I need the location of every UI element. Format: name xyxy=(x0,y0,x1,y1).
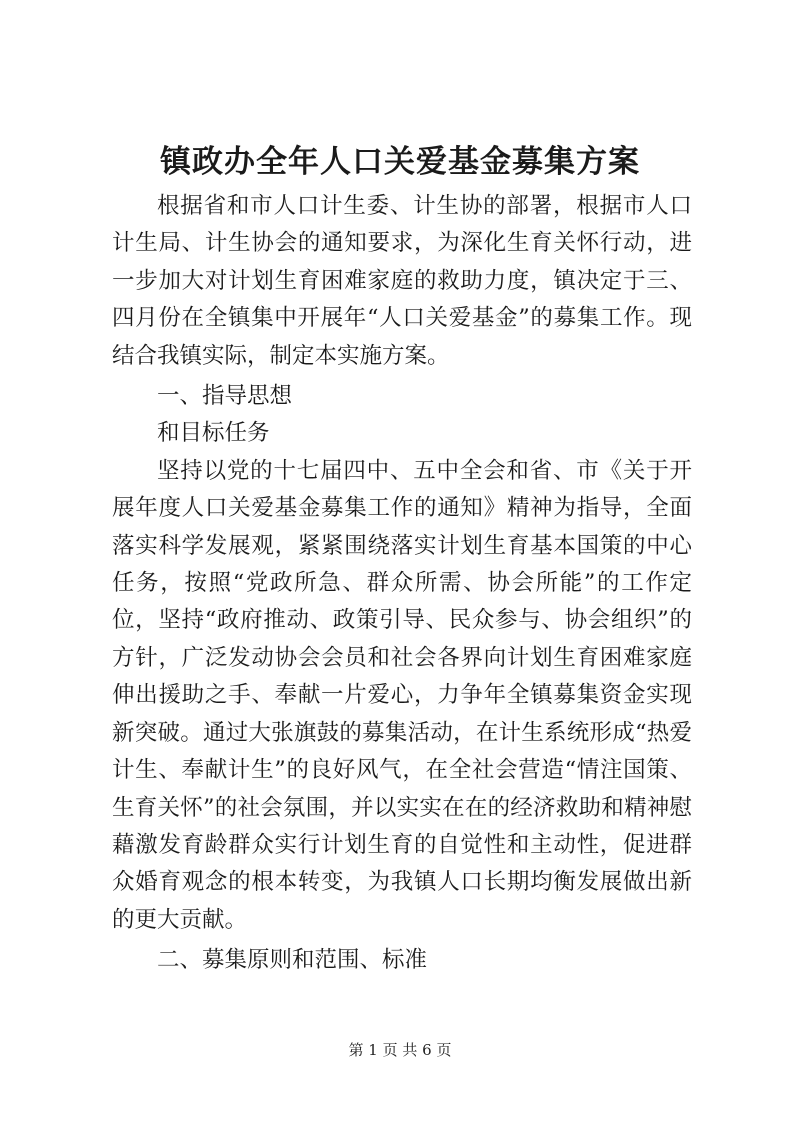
section-heading-2: 二、募集原则和范围、标准 xyxy=(157,947,428,974)
intro-paragraph: 根据省和市人口计生委、计生协的部署，根据市人口计生局、计生协会的通知要求，为深化生育关怀行动，进一步加大对计划生育困难家庭的救助力度，镇决定于三、四月份在全镇集中开展年“人口关爱基金”的募集工作。现结合我镇实际，制定本实施方案。 xyxy=(112,193,692,369)
document-body xyxy=(112,188,692,980)
document-title: 镇政办全年人口关爱基金募集方案 xyxy=(160,144,640,180)
page-footer: 第 1 页 共 6 页 xyxy=(348,1041,452,1059)
section-heading-1-continued: 和目标任务 xyxy=(157,420,270,447)
section-heading-1: 一、指导思想 xyxy=(157,383,293,410)
guiding-principle-paragraph: 坚持以党的十七届四中、五中全会和省、市《关于开展年度人口关爱基金募集工作的通知》精神为指导，全面落实科学发展观，紧紧围绕落实计划生育基本国策的中心任务，按照“党政所急、群众所需、协会所能”的工作定位，坚持“政府推动、政策引导、民众参与、协会组织”的方针，广泛发动协会会员和社会各界向计划生育困难家庭伸出援助之手、奉献一片爱心，力争年全镇募集资金实现新突破。通过大张旗鼓的募集活动，在计生系统形成“热爱计生、奉献计生”的良好风气，在全社会营造“情注国策、生育关怀”的社会氛围，并以实实在在的经济救助和精神慰藉激发育龄群众实行计划生育的自觉性和主动性，促进群众婚育观念的根本转变，为我镇人口长期均衡发展做出新的更大贡献。 xyxy=(112,457,692,933)
